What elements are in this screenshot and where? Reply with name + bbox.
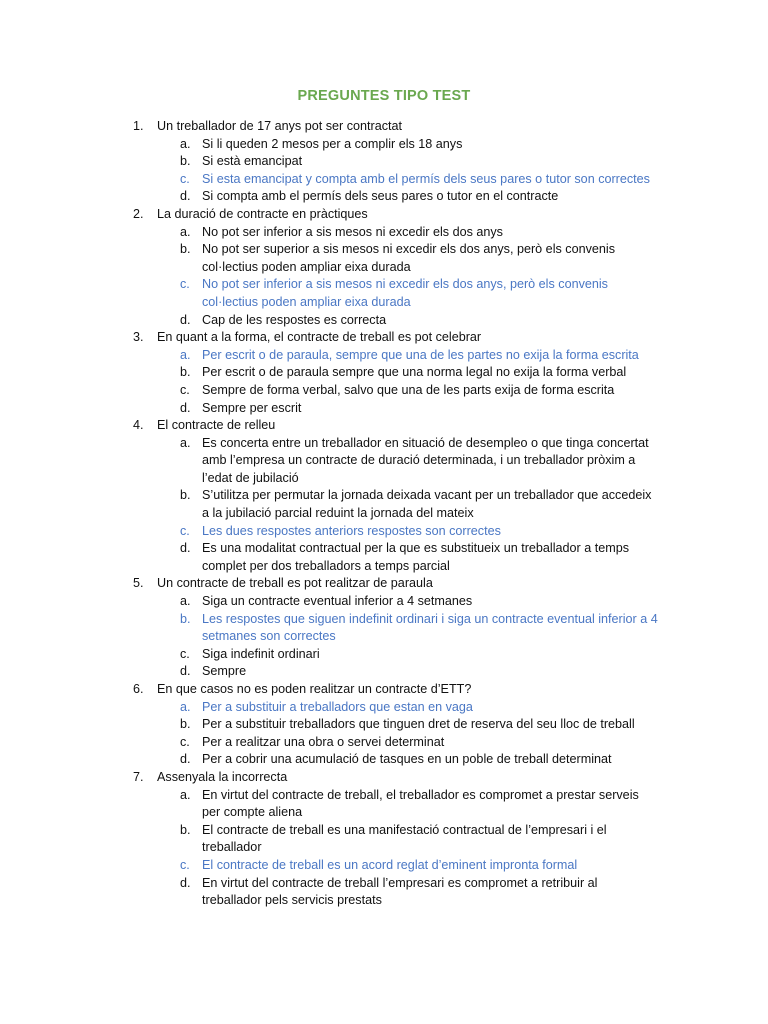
option-letter: c. (180, 382, 190, 397)
option-text: No pot ser superior a sis mesos ni excedir els dos anys, però els convenis col·lectius poden ampliar eixa durada (202, 242, 615, 274)
question-text: La duració de contracte en pràctiques (157, 206, 368, 221)
answer-option (0, 364, 768, 382)
answer-options (0, 787, 768, 910)
answer-option (0, 787, 768, 822)
option-letter: c. (180, 857, 190, 872)
option-letter: a. (180, 787, 191, 802)
question-item (0, 769, 768, 910)
option-letter: c. (180, 646, 190, 661)
answer-option (0, 875, 768, 910)
option-text: Es una modalitat contractual per la que es substitueix un treballador a temps complet per dos treballadors a temps parcial (202, 541, 630, 573)
option-text: Per a realitzar una obra o servei determinat (202, 734, 445, 749)
option-letter: d. (180, 312, 191, 327)
option-text: Si li queden 2 mesos per a complir els 18 anys (202, 136, 463, 151)
option-letter: d. (180, 189, 191, 204)
option-text: Si compta amb el permís dels seus pares o tutor en el contracte (202, 189, 559, 204)
option-letter: b. (180, 242, 191, 257)
option-text: Sempre (202, 664, 247, 679)
answer-option (0, 487, 768, 522)
answer-options (0, 136, 768, 206)
option-letter: d. (180, 541, 191, 556)
question-item (0, 329, 768, 417)
question-number: 5. (133, 576, 144, 591)
question-number: 4. (133, 418, 144, 433)
option-text: El contracte de treball es una manifestació contractual de l’empresari i el treballador (202, 822, 607, 855)
option-letter: c. (180, 734, 190, 749)
question-text: Un treballador de 17 anys pot ser contractat (157, 119, 403, 133)
correct-answer-option (0, 523, 768, 541)
correct-answer-option (0, 699, 768, 717)
option-letter: a. (180, 347, 191, 362)
question-text: En que casos no es poden realitzar un contracte d’ETT? (157, 682, 472, 696)
answer-options (0, 699, 768, 769)
option-text: Per a substituir a treballadors que estan en vaga (202, 699, 473, 714)
question-text: El contracte de relleu (157, 418, 276, 433)
question-text: En quant a la forma, el contracte de treball es pot celebrar (157, 330, 482, 345)
option-text: Per escrit o de paraula sempre que una norma legal no exija la forma verbal (202, 365, 627, 380)
answer-option (0, 400, 768, 418)
answer-option (0, 663, 768, 681)
question-item (0, 681, 768, 769)
option-letter: c. (180, 523, 190, 538)
option-letter: a. (180, 435, 191, 450)
option-text: Sempre de forma verbal, salvo que una de les parts exija de forma escrita (202, 382, 615, 397)
option-letter: b. (180, 365, 191, 380)
option-text: En virtut del contracte de treball, el treballador es compromet a prestar serveis per compte aliena (202, 787, 639, 820)
question-text: Un contracte de treball es pot realitzar de paraula (157, 576, 433, 591)
question-text: Assenyala la incorrecta (157, 769, 288, 784)
option-text: Si esta emancipat y compta amb el permís dels seus pares o tutor son correctes (202, 171, 650, 186)
option-text: Per a cobrir una acumulació de tasques en un poble de treball determinat (202, 752, 612, 767)
question-item (0, 417, 768, 575)
answer-option (0, 716, 768, 734)
option-letter: b. (180, 154, 191, 169)
correct-answer-option (0, 611, 768, 646)
option-letter: a. (180, 136, 191, 151)
correct-answer-option (0, 857, 768, 875)
option-text: Les respostes que siguen indefinit ordinari i siga un contracte eventual inferior a 4 setmanes son correctes (202, 611, 658, 644)
answer-option (0, 540, 768, 575)
answer-option (0, 136, 768, 154)
option-letter: b. (180, 822, 191, 837)
option-letter: d. (180, 875, 191, 890)
answer-option (0, 822, 768, 857)
answer-options (0, 347, 768, 417)
option-letter: d. (180, 664, 191, 679)
answer-option (0, 241, 768, 276)
question-item (0, 575, 768, 681)
answer-options (0, 435, 768, 576)
option-text: Si està emancipat (202, 154, 303, 169)
question-number: 1. (133, 119, 144, 133)
option-letter: b. (180, 611, 191, 626)
option-text: Siga un contracte eventual inferior a 4 setmanes (202, 594, 473, 609)
option-text: Per a substituir treballadors que tinguen dret de reserva del seu lloc de treball (202, 717, 635, 732)
page-title: PREGUNTES TIPO TEST (297, 88, 471, 104)
option-text: No pot ser inferior a sis mesos ni excedir els dos anys (202, 224, 503, 239)
option-letter: a. (180, 699, 191, 714)
question-item (0, 206, 768, 329)
question-number: 2. (133, 206, 144, 221)
option-letter: a. (180, 594, 191, 609)
question-number: 7. (133, 769, 144, 784)
answer-options (0, 593, 768, 681)
answer-option (0, 224, 768, 242)
option-text: Per escrit o de paraula, sempre que una de les partes no exija la forma escrita (202, 347, 639, 362)
option-text: Cap de les respostes es correcta (202, 312, 387, 327)
option-letter: b. (180, 488, 191, 503)
option-text: Sempre per escrit (202, 400, 302, 415)
correct-answer-option (0, 347, 768, 365)
answer-option (0, 312, 768, 330)
correct-answer-option (0, 171, 768, 189)
question-list (0, 118, 768, 910)
question-number: 3. (133, 330, 144, 345)
correct-answer-option (0, 276, 768, 311)
option-letter: d. (180, 400, 191, 415)
option-text: Es concerta entre un treballador en situació de desempleo o que tinga concertat amb l’empresa un contracte de duració determinada, i un treballador pròxim a l’edat de jubilació (202, 435, 649, 485)
answer-option (0, 734, 768, 752)
question-number: 6. (133, 682, 144, 696)
option-text: Les dues respostes anteriors respostes son correctes (202, 523, 501, 538)
option-letter: d. (180, 752, 191, 767)
option-letter: b. (180, 717, 191, 732)
answer-option (0, 188, 768, 206)
answer-option (0, 382, 768, 400)
answer-option (0, 153, 768, 171)
option-letter: c. (180, 277, 190, 292)
option-text: Siga indefinit ordinari (202, 646, 320, 661)
answer-option (0, 435, 768, 488)
option-letter: a. (180, 224, 191, 239)
answer-options (0, 224, 768, 330)
answer-option (0, 646, 768, 664)
option-text: S’utilitza per permutar la jornada deixada vacant per un treballador que accedeix a la jubilació parcial reduint la jornada del mateix (202, 488, 652, 521)
answer-option (0, 593, 768, 611)
answer-option (0, 751, 768, 769)
option-text: El contracte de treball es un acord reglat d’eminent impronta formal (202, 857, 578, 872)
option-text: No pot ser inferior a sis mesos ni excedir els dos anys, però els convenis col·lectius poden ampliar eixa durada (202, 277, 608, 309)
question-item (0, 118, 768, 206)
option-letter: c. (180, 171, 190, 186)
option-text: En virtut del contracte de treball l’empresari es compromet a retribuir al treballador pels servicis prestats (202, 875, 598, 908)
